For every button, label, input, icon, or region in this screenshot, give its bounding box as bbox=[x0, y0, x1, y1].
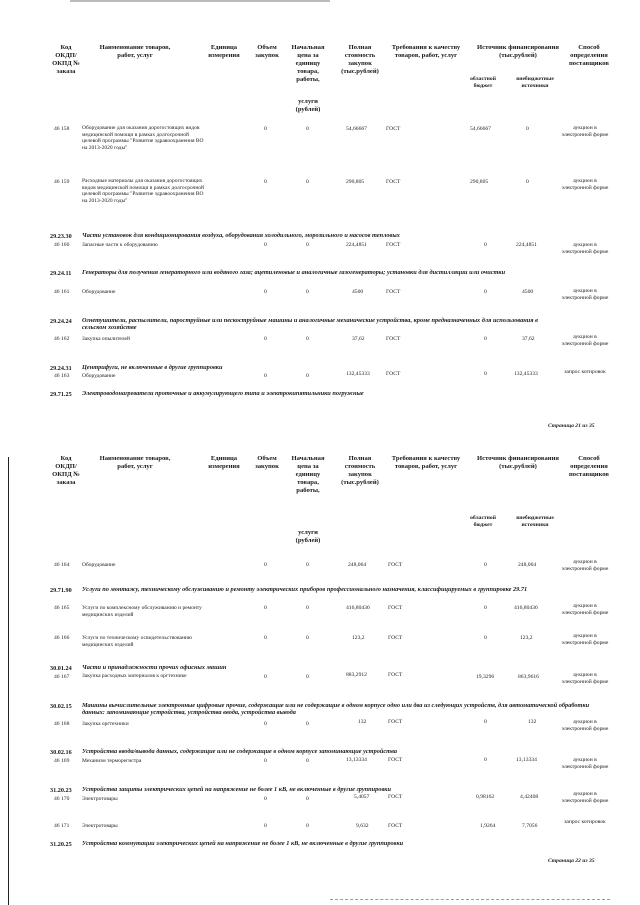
row-offbudget: 37,62 bbox=[522, 336, 535, 342]
category-code: 29.24.24 bbox=[50, 318, 72, 325]
row-price: 0 bbox=[306, 674, 309, 680]
header-regional: областной бюджет bbox=[470, 76, 496, 89]
category-code: 31.20.23 bbox=[50, 787, 72, 794]
row-volume: 0 bbox=[264, 674, 267, 680]
row-offbudget: 863,9616 bbox=[518, 674, 539, 680]
row-number: 46 171 bbox=[54, 823, 70, 829]
header-price-unit: услуги (рублей) bbox=[295, 98, 321, 113]
row-method: аукцион в электронной форме bbox=[561, 125, 609, 138]
row-name: Закупка расходных материалов к оргтехнике bbox=[82, 673, 187, 679]
row-price: 0 bbox=[306, 796, 309, 802]
category-code: 29.23.30 bbox=[50, 233, 72, 240]
row-price: 0 bbox=[306, 721, 309, 727]
row-volume: 0 bbox=[264, 336, 267, 342]
header-volume: Объем закупок bbox=[255, 455, 279, 470]
row-total: 13,13334 bbox=[346, 757, 367, 763]
row-number: 46 168 bbox=[54, 721, 70, 727]
category-text: Части и принадлежности прочих офисных машин bbox=[82, 664, 227, 671]
row-volume: 0 bbox=[264, 289, 267, 295]
row-quality: ГОСТ bbox=[386, 179, 401, 185]
header-method: Способ определения поставщиков bbox=[569, 44, 609, 67]
row-quality: ГОСТ bbox=[386, 336, 401, 342]
row-total: 37,62 bbox=[352, 336, 365, 342]
row-regional: 19,3296 bbox=[476, 674, 495, 680]
row-method: аукцион в электронной форме bbox=[561, 603, 609, 616]
row-total: 4500 bbox=[352, 289, 364, 295]
category-text: Центрифуги, не включенные в другие группировки bbox=[82, 364, 223, 371]
row-regional: 0 bbox=[484, 289, 487, 295]
row-number: 46 159 bbox=[54, 179, 70, 185]
row-number: 46 167 bbox=[54, 674, 70, 680]
row-method: аукцион в электронной форме bbox=[561, 633, 609, 646]
row-regional: 0 bbox=[484, 635, 487, 641]
header-code: Код ОКДП/ ОКПД № заказа bbox=[52, 44, 80, 75]
row-name: Электротовары bbox=[82, 796, 118, 802]
row-method: запрос котировок bbox=[564, 369, 606, 375]
category-code: 30.02.16 bbox=[50, 749, 72, 756]
row-total: 290,805 bbox=[346, 179, 365, 185]
row-total: 9,632 bbox=[356, 823, 369, 829]
row-offbudget: 132,45333 bbox=[514, 371, 538, 377]
row-quality: ГОСТ bbox=[386, 289, 401, 295]
row-price: 0 bbox=[306, 289, 309, 295]
document-page-21 bbox=[0, 0, 640, 440]
header-offbudget: внебюджетные источники bbox=[516, 515, 554, 528]
row-method: аукцион в электронной форме bbox=[561, 334, 609, 347]
row-number: 46 160 bbox=[54, 242, 70, 248]
row-method: аукцион в электронной форме bbox=[561, 672, 609, 685]
row-offbudget: 224,4851 bbox=[516, 242, 537, 248]
category-code: 29.71.90 bbox=[50, 587, 72, 594]
row-offbudget: 416,80436 bbox=[514, 605, 538, 611]
header-price: Начальная цена за единицу товара, работы, bbox=[291, 44, 325, 83]
row-name: Запасные части к оборудованию bbox=[82, 242, 158, 248]
row-total: 132,45333 bbox=[346, 371, 370, 377]
header-method: Способ определения поставщиков bbox=[569, 455, 609, 478]
row-quality: ГОСТ bbox=[388, 562, 403, 568]
category-code: 29.71.25 bbox=[50, 391, 72, 398]
row-offbudget: 132 bbox=[528, 719, 537, 725]
row-volume: 0 bbox=[264, 242, 267, 248]
row-volume: 0 bbox=[264, 562, 267, 568]
scan-bottom-edge bbox=[330, 899, 610, 900]
row-number: 46 165 bbox=[54, 605, 70, 611]
row-total: 248,064 bbox=[348, 562, 367, 568]
row-offbudget: 123,2 bbox=[520, 635, 533, 641]
category-code: 29.24.31 bbox=[50, 365, 72, 372]
row-name: Электротовары bbox=[82, 823, 118, 829]
row-quality: ГОСТ bbox=[386, 126, 401, 132]
row-number: 46 166 bbox=[54, 635, 70, 641]
row-quality: ГОСТ bbox=[388, 605, 403, 611]
row-volume: 0 bbox=[264, 758, 267, 764]
row-offbudget: 7,7056 bbox=[522, 823, 538, 829]
header-code: Код ОКДП/ ОКПД № заказа bbox=[52, 455, 80, 486]
scan-edge-line bbox=[8, 457, 9, 905]
row-regional: 0,98162 bbox=[476, 794, 495, 800]
row-name: Услуги по комплексному обслуживанию и ремонту медицинских изделий bbox=[82, 605, 202, 618]
row-volume: 0 bbox=[264, 796, 267, 802]
category-code: 30.02.15 bbox=[50, 703, 72, 710]
document-page-22 bbox=[0, 455, 640, 905]
row-number: 46 163 bbox=[54, 373, 70, 379]
header-quality: Требования к качеству товаров, работ, услуг bbox=[391, 44, 461, 59]
row-number: 46 161 bbox=[54, 289, 70, 295]
row-method: аукцион в электронной форме bbox=[561, 242, 609, 255]
header-unit: Единица измерения bbox=[208, 44, 240, 59]
category-text: Огнетушители, распылители, пароструйные или пескоструйные машины и аналогичные механические устройства, кроме предназначенных для использования в сельском хозяйстве bbox=[82, 317, 538, 332]
row-name: Оборудование bbox=[82, 289, 116, 295]
header-regional: областной бюджет bbox=[470, 515, 496, 528]
row-price: 0 bbox=[306, 562, 309, 568]
row-quality: ГОСТ bbox=[388, 635, 403, 641]
row-volume: 0 bbox=[264, 373, 267, 379]
row-regional: 0 bbox=[484, 757, 487, 763]
row-total: 224,4851 bbox=[346, 242, 367, 248]
row-method: аукцион в электронной форме bbox=[561, 719, 609, 732]
page-number: Страница 22 из 35 bbox=[548, 858, 595, 864]
row-offbudget: 4,42408 bbox=[520, 794, 539, 800]
row-regional: 0 bbox=[484, 242, 487, 248]
row-total: 123,2 bbox=[352, 635, 365, 641]
row-total: 5,4057 bbox=[354, 794, 370, 800]
row-number: 46 164 bbox=[54, 562, 70, 568]
row-price: 0 bbox=[306, 126, 309, 132]
header-quality: Требования к качеству товаров, работ, услуг bbox=[391, 455, 461, 470]
row-method: аукцион в электронной форме bbox=[561, 791, 609, 804]
row-volume: 0 bbox=[264, 721, 267, 727]
category-code: 31.20.25 bbox=[50, 841, 72, 848]
row-number: 46 169 bbox=[54, 758, 70, 764]
row-quality: ГОСТ bbox=[388, 672, 403, 678]
row-name: Закупка опылителей bbox=[82, 336, 130, 342]
header-name: Наименование товаров, работ, услуг bbox=[99, 455, 171, 470]
header-unit: Единица измерения bbox=[208, 455, 240, 470]
row-price: 0 bbox=[306, 635, 309, 641]
category-text: Электроводонагреватели проточные и аккумулирующего типа и электрокипятильники погружные bbox=[82, 390, 364, 397]
row-price: 0 bbox=[306, 373, 309, 379]
row-method: запрос котировок bbox=[564, 819, 606, 825]
row-name: Оборудование bbox=[82, 562, 116, 568]
row-price: 0 bbox=[306, 758, 309, 764]
row-regional: 290,805 bbox=[470, 179, 489, 185]
row-price: 0 bbox=[306, 336, 309, 342]
row-number: 46 170 bbox=[54, 796, 70, 802]
category-text: Машины вычислительные электронные цифровые прочие, содержащие или не содержащие в одном корпусе одно или два из следующих устройств, для автоматической обработки данных: запоминающие устройства, устройства ввода, устройства вывода bbox=[82, 702, 590, 717]
row-regional: 0 bbox=[484, 719, 487, 725]
row-number: 46 162 bbox=[54, 336, 70, 342]
row-method: аукцион в электронной форме bbox=[561, 288, 609, 301]
row-price: 0 bbox=[306, 179, 309, 185]
row-regional: 0 bbox=[484, 371, 487, 377]
category-text: Части установок для кондиционирования воздуха, оборудования холодильного, морозильного и насосов тепловых bbox=[82, 232, 400, 239]
row-quality: ГОСТ bbox=[386, 371, 401, 377]
header-total: Полная стоимость закупок (тыс.рублей) bbox=[341, 44, 379, 75]
row-volume: 0 bbox=[264, 605, 267, 611]
row-regional: 0 bbox=[484, 562, 487, 568]
category-text: Генераторы для получения генераторного или водяного газа; ацетиленовые и аналогичные газогенераторы; установки для дистилляции или очистки bbox=[82, 269, 506, 276]
row-total: 416,80436 bbox=[346, 605, 370, 611]
row-quality: ГОСТ bbox=[388, 719, 403, 725]
row-price: 0 bbox=[306, 823, 309, 829]
row-offbudget: 0 bbox=[526, 179, 529, 185]
header-source: Источник финансирования (тыс.рублей) bbox=[477, 455, 559, 470]
header-name: Наименование товаров, работ, услуг bbox=[99, 44, 171, 59]
header-price-unit: услуги (рублей) bbox=[295, 529, 321, 544]
row-price: 0 bbox=[306, 605, 309, 611]
row-regional: 1,9264 bbox=[480, 823, 496, 829]
row-volume: 0 bbox=[264, 635, 267, 641]
row-quality: ГОСТ bbox=[386, 242, 401, 248]
row-method: аукцион в электронной форме bbox=[561, 757, 609, 770]
row-offbudget: 0 bbox=[526, 126, 529, 132]
header-offbudget: внебюджетные источники bbox=[516, 76, 554, 89]
row-total: 883,2912 bbox=[346, 672, 367, 678]
header-volume: Объем закупок bbox=[255, 44, 279, 59]
category-text: Услуги по монтажу, техническому обслуживанию и ремонту электрических приборов профессионального назначения, классифицируемых в группировке 29.71 bbox=[82, 586, 528, 593]
category-text: Устройства коммутации электрических цепей на напряжение не более 1 кВ, не включенные в другие группировки bbox=[82, 840, 404, 847]
row-offbudget: 248,064 bbox=[518, 562, 537, 568]
header-total: Полная стоимость закупок (тыс.рублей) bbox=[341, 455, 379, 486]
row-name: Оборудование bbox=[82, 373, 116, 379]
row-price: 0 bbox=[306, 242, 309, 248]
row-name: Услуги по техническому освидетельствованию медицинских изделий bbox=[82, 635, 192, 648]
row-volume: 0 bbox=[264, 179, 267, 185]
category-text: Устройства ввода/вывода данных, содержащие или не содержащие в одном корпусе запоминающие устройства bbox=[82, 748, 397, 755]
category-text: Устройства защиты электрических цепей на напряжение не более 1 кВ, не включенные в другие группировки bbox=[82, 786, 391, 793]
row-offbudget: 13,13334 bbox=[516, 757, 537, 763]
row-name: Расходные материалы для оказания дорогостоящих видов медицинской помощи в рамках долгосрочной целевой программы "Развитие здравоохранения ВО на 2013-2020 годы" bbox=[82, 178, 204, 204]
header-source: Источник финансирования (тыс.рублей) bbox=[477, 44, 559, 59]
row-quality: ГОСТ bbox=[388, 823, 403, 829]
row-regional: 54,66667 bbox=[470, 126, 491, 132]
row-total: 132 bbox=[358, 719, 367, 725]
header-price: Начальная цена за единицу товара, работы, bbox=[291, 455, 325, 494]
page-number: Страница 21 из 35 bbox=[548, 423, 595, 429]
row-name: Оборудование для оказания дорогостоящих видов медицинской помощи в рамках долгосрочной целевой программы "Развитие здравоохранения ВО на 2013-2020 годы" bbox=[82, 125, 204, 151]
row-volume: 0 bbox=[264, 823, 267, 829]
row-quality: ГОСТ bbox=[388, 794, 403, 800]
row-number: 46 158 bbox=[54, 126, 70, 132]
row-volume: 0 bbox=[264, 126, 267, 132]
row-regional: 0 bbox=[484, 605, 487, 611]
row-offbudget: 4500 bbox=[522, 289, 534, 295]
row-name: Закупка оргтехники bbox=[82, 721, 129, 727]
row-regional: 0 bbox=[484, 336, 487, 342]
row-method: аукцион в электронной форме bbox=[561, 178, 609, 191]
row-method: аукцион в электронной форме bbox=[561, 559, 609, 572]
category-code: 30.01.24 bbox=[50, 665, 72, 672]
row-total: 54,66667 bbox=[346, 126, 367, 132]
category-code: 29.24.11 bbox=[50, 270, 72, 277]
row-quality: ГОСТ bbox=[388, 757, 403, 763]
row-name: Механизм терморегистра bbox=[82, 758, 142, 764]
